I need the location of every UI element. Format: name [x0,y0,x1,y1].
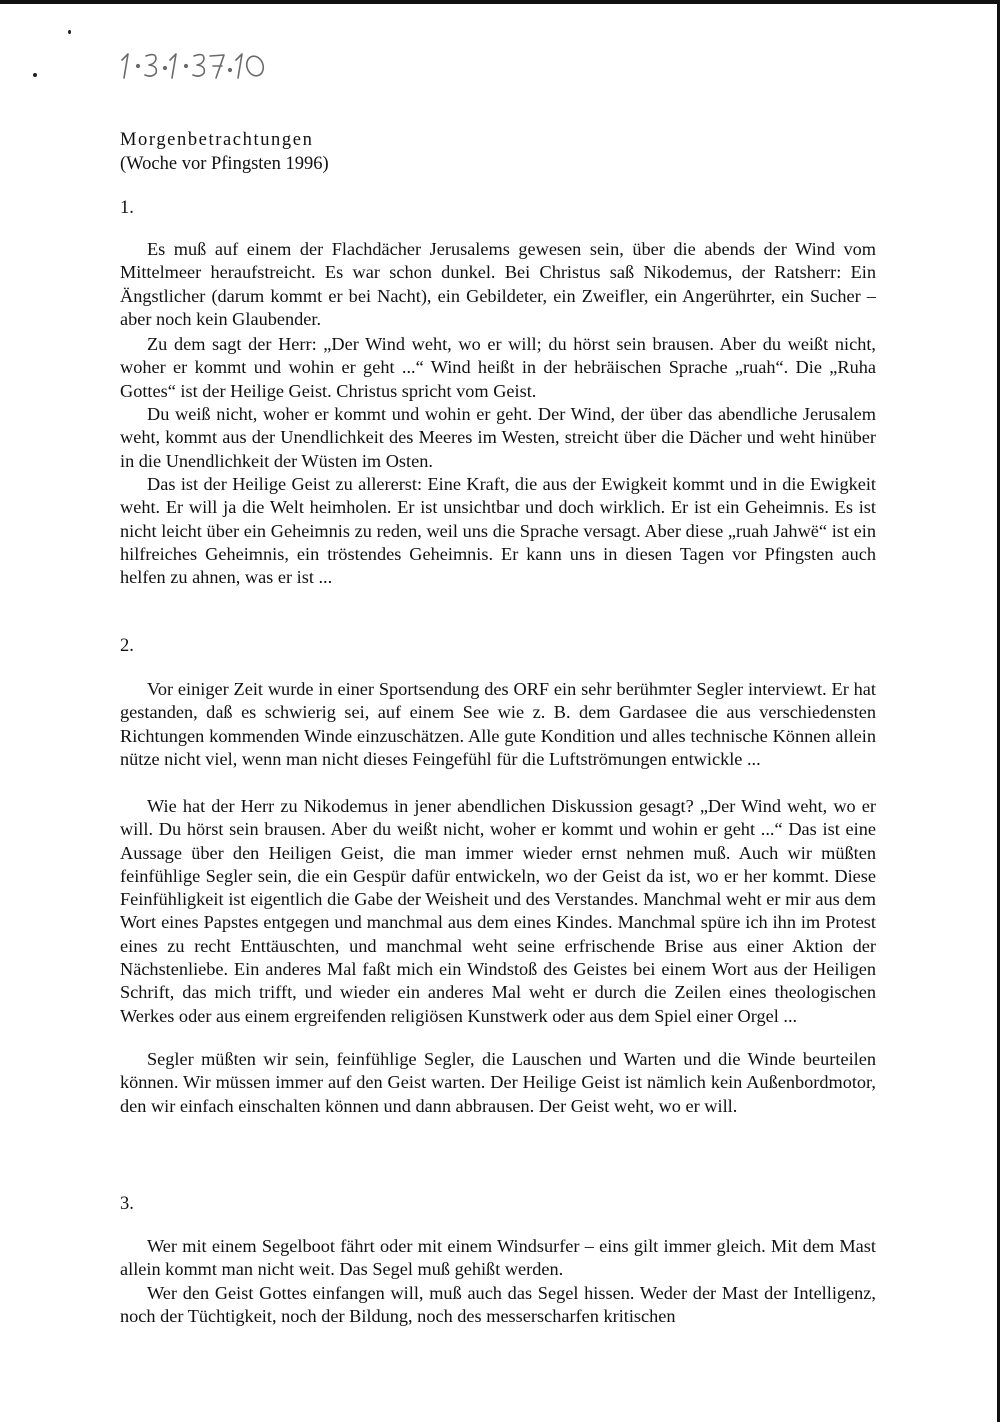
paragraph: Es muß auf einem der Flachdächer Jerusalems gewesen sein, über die abends der Wind vom Mittelmeer heraufstreicht. Es war schon dunkel. Bei Christus saß Nikodemus, der Ratsherr: Ein Ängstlicher (darum kommt er bei Nacht), ein Gebildeter, ein Zweifler, ein Angerührter, ein Sucher – aber noch kein Glaubender. [120,239,876,329]
scan-speck [33,73,37,77]
paragraph: Segler müßten wir sein, feinfühlige Segler, die Lauschen und Warten und die Winde beurteilen können. Wir müssen immer auf den Geist warten. Der Heilige Geist ist nämlich kein Außenbordmotor, den wir einfach einschalten können und dann abbrausen. Der Geist weht, wo er will. [120,1049,876,1116]
paragraph: Wie hat der Herr zu Nikodemus in jener abendlichen Diskussion gesagt? „Der Wind weht, wo er will. Du hörst sein brausen. Aber du weißt nicht, woher er kommt und wohin er geht ...“ Das ist eine Aussage über den Heiligen Geist, die man immer wieder ernst nehmen muß. Auch wir müßten feinfühlige Segler sein, die ein Gespür dafür entwickeln, wo der Geist da ist, wo er her kommt. Diese Feinfühligkeit ist eigentlich die Gabe der Weisheit und des Verstandes. Manchmal weht er mir aus dem Wort eines Papstes entgegen und manchmal aus dem eines Kindes. Manchmal spüre ich ihn im Protest eines zu recht Enttäuschten, und manchmal weht seine erfrischende Brise aus einer Aktion der Nächstenliebe. Ein anderes Mal faßt mich ein Windstoß des Geistes bei einem Wort aus der Heiligen Schrift, das mich trifft, und wieder ein anderes Mal weht er durch die Zeilen eines theologischen Werkes oder aus einem ergreifenden religiösen Kunstwerk oder aus dem Spiel einer Orgel ... [120,796,876,1026]
paragraph: Wer mit einem Segelboot fährt oder mit einem Windsurfer – eins gilt immer gleich. Mit dem Mast allein kommt man nicht weit. Das Segel muß gehißt werden. [120,1236,876,1280]
section-number: 3. [120,1194,134,1214]
paragraph: Vor einiger Zeit wurde in einer Sportsendung des ORF ein sehr berühmter Segler interviewt. Er hat gestanden, daß es schwierig sei, auf einem See wie z. B. dem Gardasee die aus verschiedensten Richtungen kommenden Winde einzuschätzen. Alle gute Kondition und alles technische Können allein nütze nicht viel, wenn man nicht dieses Feingefühl für die Luftströmungen entwickle ... [120,679,876,769]
document-subtitle: (Woche vor Pfingsten 1996) [120,154,329,174]
scan-speck [68,30,71,34]
paragraph: Wer den Geist Gottes einfangen will, muß auch das Segel hissen. Weder der Mast der Intelligenz, noch der Tüchtigkeit, noch der Bildung, noch des messerscharfen kritischen [120,1283,876,1327]
section-number: 1. [120,198,134,218]
archive-number-handwritten [118,44,378,84]
paragraph: Zu dem sagt der Herr: „Der Wind weht, wo er will; du hörst sein brausen. Aber du weißt nicht, woher er kommt und wohin er geht ...“ Wind heißt in der hebräischen Sprache „ruah“. Die „Ruha Gottes“ ist der Heilige Geist. Christus spricht vom Geist. [120,334,876,401]
section-number: 2. [120,636,134,656]
document-title: Morgenbetrachtungen [120,130,314,150]
paragraph: Du weiß nicht, woher er kommt und wohin er geht. Der Wind, der über das abendliche Jerusalem weht, kommt aus der Unendlichkeit des Meeres im Westen, streicht über die Dächer und weht hinüber in die Unendlichkeit der Wüsten im Osten. [120,404,876,471]
paragraph: Das ist der Heilige Geist zu allererst: Eine Kraft, die aus der Ewigkeit kommt und in die Ewigkeit weht. Er will ja die Welt heimholen. Er ist unsichtbar und doch wirklich. Er ist ein Geheimnis. Es ist nicht leicht über ein Geheimnis zu reden, weil uns die Sprache versagt. Aber diese „ruah Jahwë“ ist ein hilfreiches Geheimnis, ein tröstendes Geheimnis. Er kann uns in diesen Tagen vor Pfingsten auch helfen zu ahnen, was er ist ... [120,474,876,588]
scan-border-top [0,0,1000,4]
document-header [120,128,329,176]
